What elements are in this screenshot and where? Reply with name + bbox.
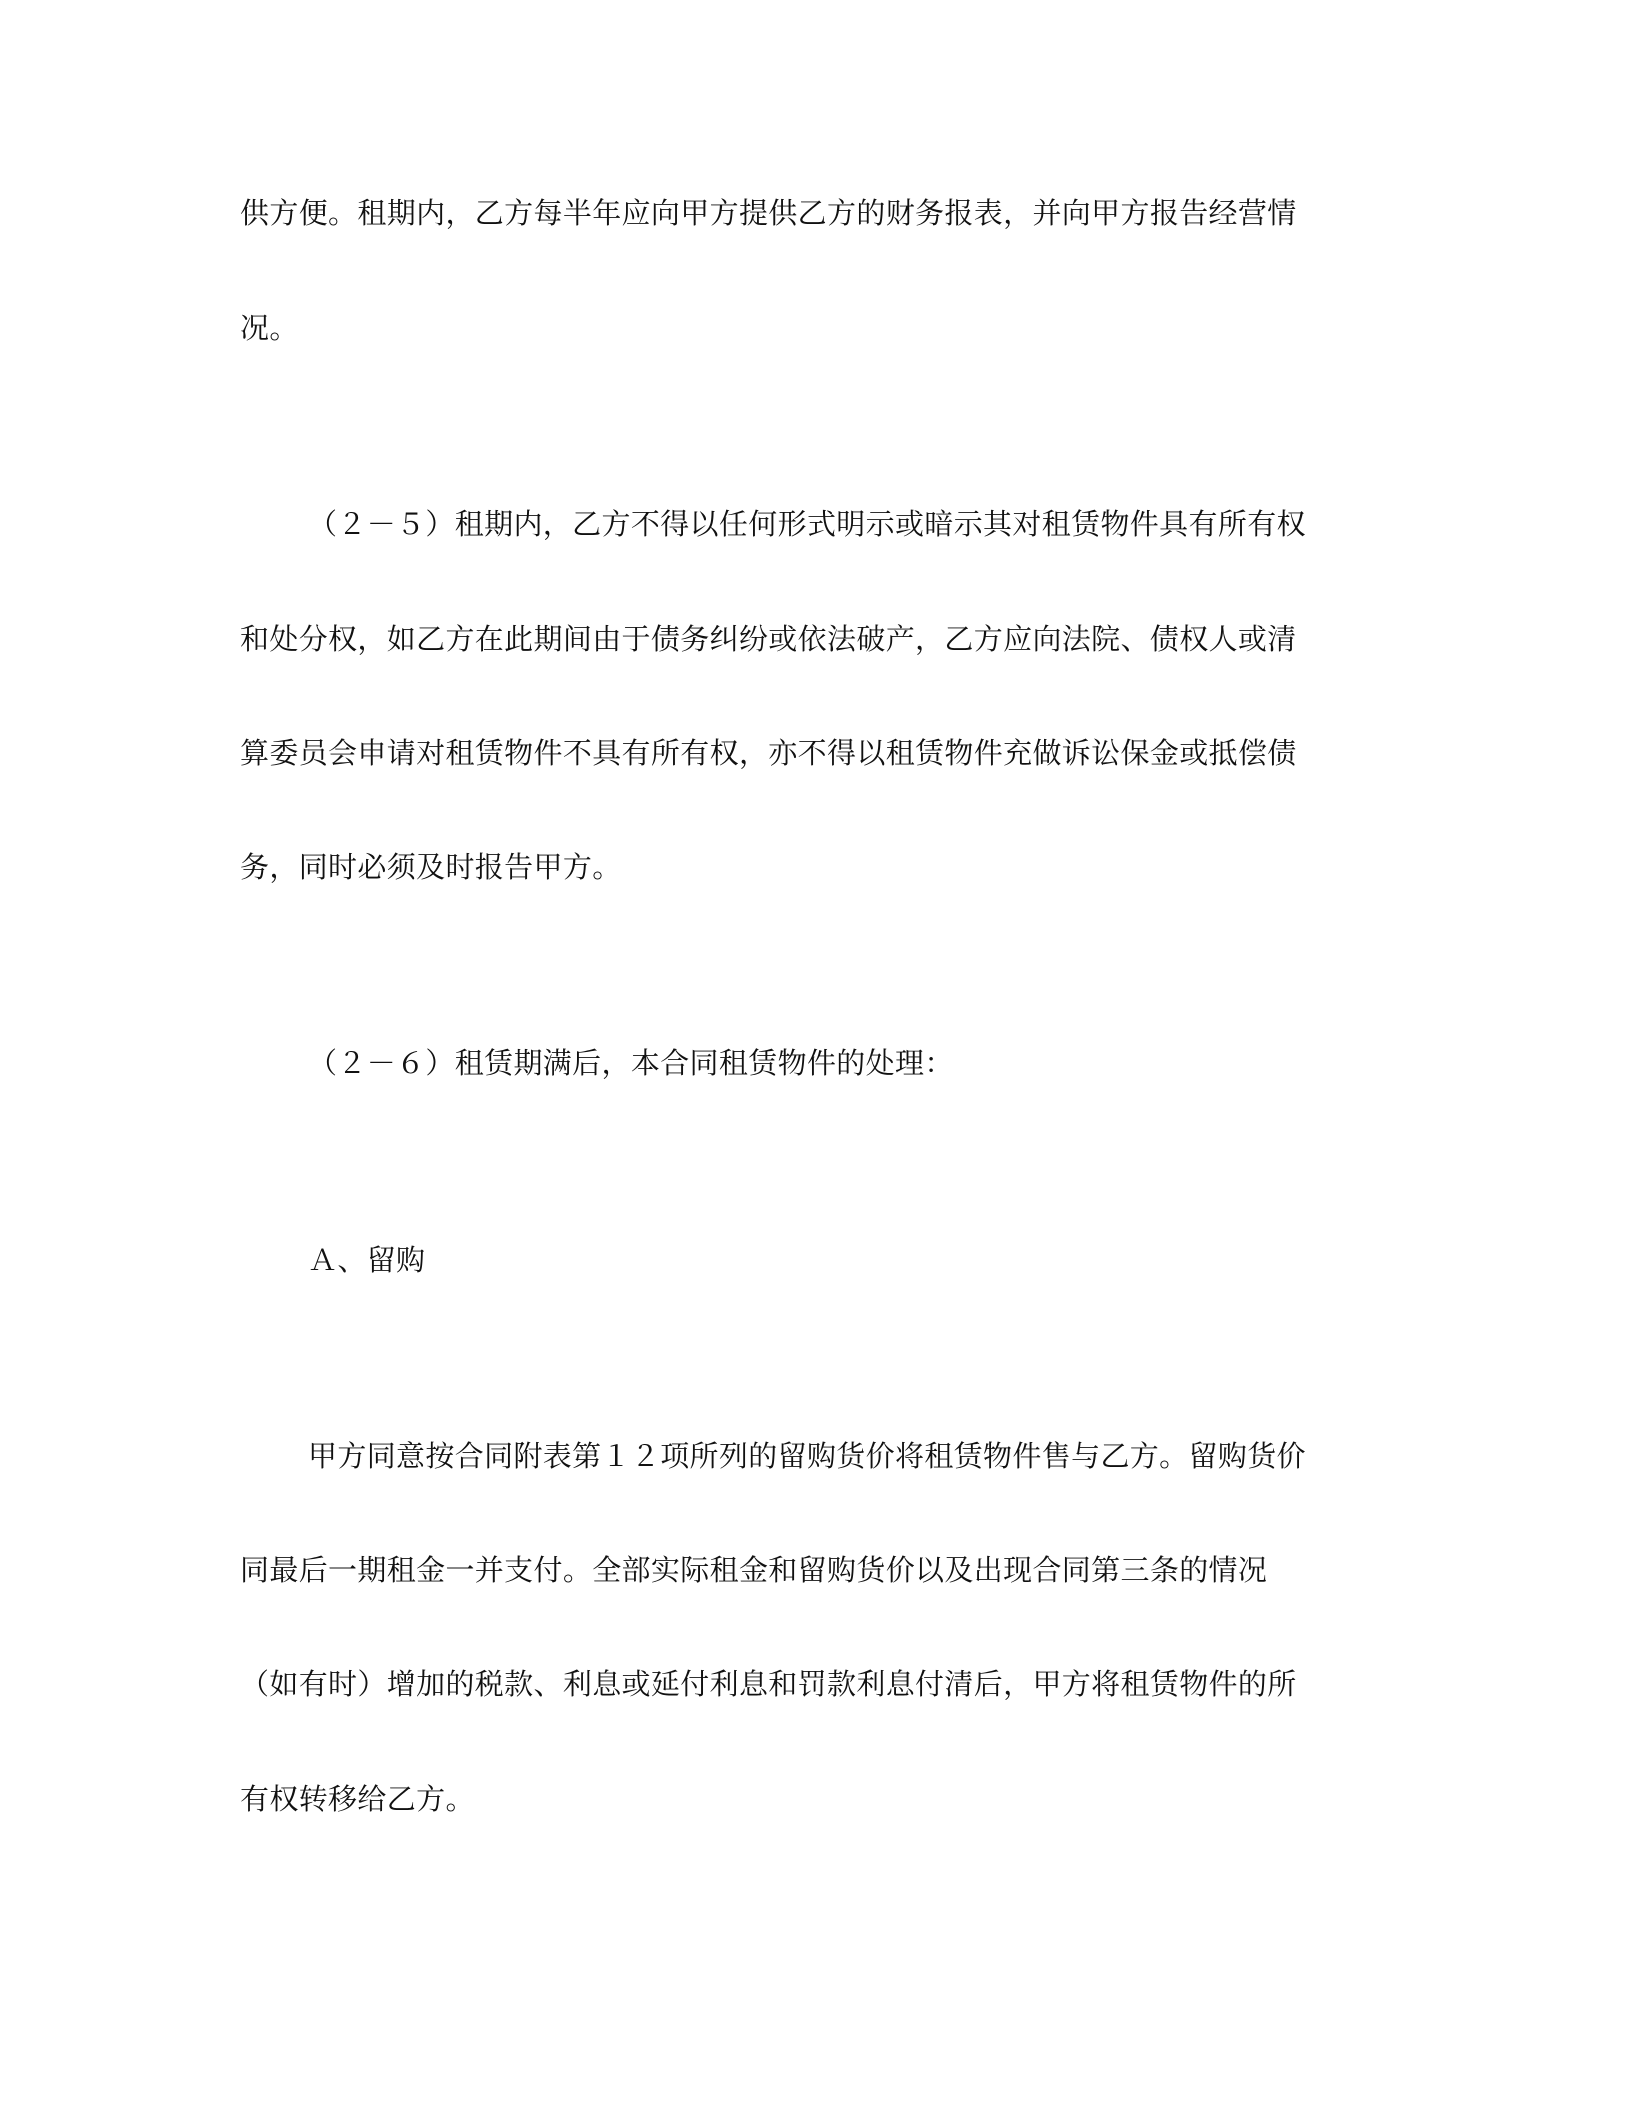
paragraph-line: 甲方同意按合同附表第１２项所列的留购货价将租赁物件售与乙方。留购货价 bbox=[308, 1439, 1306, 1473]
paragraph-line: 同最后一期租金一并支付。全部实际租金和留购货价以及出现合同第三条的情况 bbox=[240, 1553, 1268, 1587]
paragraph-line: 有权转移给乙方。 bbox=[240, 1782, 475, 1816]
paragraph-line: （如有时）增加的税款、利息或延付利息和罚款利息付清后，甲方将租赁物件的所 bbox=[240, 1667, 1297, 1701]
clause-2-5-heading-line: （２－５）租期内，乙方不得以任何形式明示或暗示其对租赁物件具有所有权 bbox=[308, 507, 1306, 541]
clause-2-6-heading: （２－６）租赁期满后，本合同租赁物件的处理： bbox=[308, 1046, 954, 1080]
paragraph-line: 和处分权，如乙方在此期间由于债务纠纷或依法破产，乙方应向法院、债权人或清 bbox=[240, 622, 1297, 656]
paragraph-line: 况。 bbox=[240, 311, 299, 345]
paragraph-line: 供方便。租期内，乙方每半年应向甲方提供乙方的财务报表，并向甲方报告经营情 bbox=[240, 196, 1297, 230]
paragraph-line: 算委员会申请对租赁物件不具有所有权，亦不得以租赁物件充做诉讼保金或抵偿债 bbox=[240, 736, 1297, 770]
subsection-a-heading: Ａ、留购 bbox=[308, 1243, 426, 1277]
paragraph-line: 务，同时必须及时报告甲方。 bbox=[240, 850, 622, 884]
